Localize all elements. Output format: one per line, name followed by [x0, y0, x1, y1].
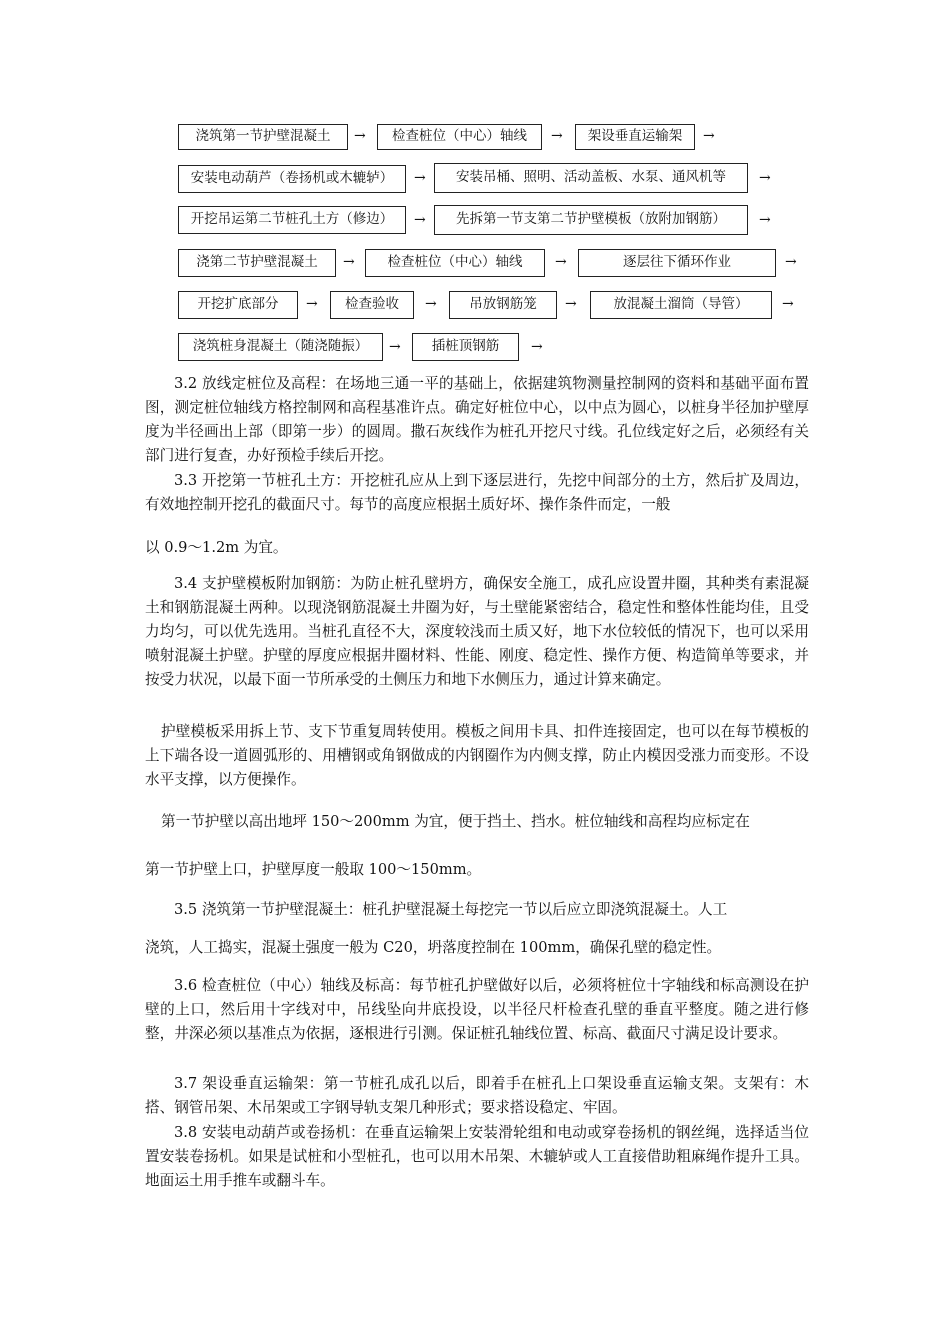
flow-arrow-icon: → [759, 170, 771, 186]
flow-arrow-icon: → [703, 128, 715, 144]
flow-step: 先拆第一节支第二节护壁模板（放附加钢筋） [434, 205, 748, 235]
flow-step: 插桩顶钢筋 [412, 333, 519, 361]
flow-step: 逐层往下循环作业 [578, 249, 776, 277]
paragraph-3-5-continued: 浇筑，人工捣实，混凝土强度一般为 C20，坍落度控制在 100mm，确保孔壁的稳定性。 [145, 939, 722, 956]
flow-step: 安装电动葫芦（卷扬机或木辘轳） [178, 165, 406, 193]
flow-step: 放混凝土溜筒（导管） [590, 291, 772, 319]
paragraph-3-3: 3.3 开挖第一节桩孔土方：开挖桩孔应从上到下逐层进行，先挖中间部分的土方，然后扩及周边，有效地控制开挖孔的截面尺寸。每节的高度应根据土质好坏、操作条件而定，一般 [145, 472, 809, 513]
flow-step: 架设垂直运输架 [575, 124, 695, 150]
flow-step: 浇筑第一节护壁混凝土 [178, 124, 348, 150]
flow-arrow-icon: → [555, 254, 567, 270]
flow-step: 开挖扩底部分 [178, 291, 298, 319]
flow-arrow-icon: → [306, 296, 318, 312]
flow-arrow-icon: → [343, 254, 355, 270]
flow-arrow-icon: → [785, 254, 797, 270]
paragraph-3-8: 3.8 安装电动葫芦或卷扬机：在垂直运输架上安装滑轮组和电动或穿卷扬机的钢丝绳，选择适当位置安装卷扬机。如果是试桩和小型桩孔，也可以用木吊架、木辘轳或人工直接借助粗麻绳作提升工具。地面运土用手推车或翻斗车。 [145, 1124, 809, 1189]
flow-arrow-icon: → [354, 128, 366, 144]
flow-step: 检查桩位（中心）轴线 [365, 249, 545, 277]
flow-arrow-icon: → [531, 339, 543, 355]
flow-step: 浇第二节护壁混凝土 [178, 249, 336, 277]
paragraph-3-7: 3.7 架设垂直运输架：第一节桩孔成孔以后，即着手在桩孔上口架设垂直运输支架。支架有：木搭、钢管吊架、木吊架或工字钢导轨支架几种形式；要求搭设稳定、牢固。 [145, 1075, 809, 1116]
paragraph-3-6: 3.6 检查桩位（中心）轴线及标高：每节桩孔护壁做好以后，必须将桩位十字轴线和标高测设在护壁的上口，然后用十字线对中，吊线坠向井底投设，以半径尺杆检查孔壁的垂直平整度。随之进行修整，井深必须以基准点为依据，逐根进行引测。保证桩孔轴线位置、标高、截面尺寸满足设计要求。 [145, 977, 809, 1042]
flow-step: 开挖吊运第二节桩孔土方（修边） [178, 206, 406, 234]
flow-step: 检查验收 [330, 291, 414, 319]
flow-step: 浇筑桩身混凝土（随浇随振） [178, 333, 383, 361]
paragraph-first-section-continued: 第一节护壁上口，护壁厚度一般取 100～150mm。 [145, 861, 482, 878]
flow-arrow-icon: → [425, 296, 437, 312]
paragraph-3-3-continued: 以 0.9～1.2m 为宜。 [145, 539, 288, 556]
flow-arrow-icon: → [782, 296, 794, 312]
flow-arrow-icon: → [551, 128, 563, 144]
flow-arrow-icon: → [414, 212, 426, 228]
flow-arrow-icon: → [759, 212, 771, 228]
flow-arrow-icon: → [414, 170, 426, 186]
flow-arrow-icon: → [389, 339, 401, 355]
paragraph-3-4: 3.4 支护壁模板附加钢筋：为防止桩孔壁坍方，确保安全施工，成孔应设置井圈，其种类有素混凝土和钢筋混凝土两种。以现浇钢筋混凝土井圈为好，与土壁能紧密结合，稳定性和整体性能均佳，且受力均匀，可以优先选用。当桩孔直径不大，深度较浅而土质又好，地下水位较低的情况下，也可以采用喷射混凝土护壁。护壁的厚度应根据井圈材料、性能、刚度、稳定性、操作方便、构造简单等要求，并按受力状况，以最下面一节所承受的土侧压力和地下水侧压力，通过计算来确定。 [145, 575, 809, 688]
paragraph-first-section: 第一节护壁以高出地坪 150～200mm 为宜，便于挡土、挡水。桩位轴线和高程均应标定在 [161, 813, 750, 830]
flow-step: 检查桩位（中心）轴线 [377, 124, 542, 150]
flow-step: 吊放钢筋笼 [449, 291, 557, 319]
paragraph-formwork: 护壁模板采用拆上节、支下节重复周转使用。模板之间用卡具、扣件连接固定，也可以在每节模板的上下端各设一道圆弧形的、用槽钢或角钢做成的内钢圈作为内侧支撑，防止内模因受涨力而变形。不设水平支撑，以方便操作。 [145, 723, 809, 788]
construction-flowchart [0, 0, 950, 370]
flow-step: 安装吊桶、照明、活动盖板、水泵、通风机等 [434, 163, 748, 193]
paragraph-3-5: 3.5 浇筑第一节护壁混凝土：桩孔护壁混凝土每挖完一节以后应立即浇筑混凝土。人工 [174, 901, 728, 918]
paragraph-3-2: 3.2 放线定桩位及高程：在场地三通一平的基础上，依据建筑物测量控制网的资料和基础平面布置图，测定桩位轴线方格控制网和高程基准许点。确定好桩位中心，以中点为圆心，以桩身半径加护壁厚度为半径画出上部（即第一步）的圆周。撒石灰线作为桩孔开挖尺寸线。孔位线定好之后，必须经有关部门进行复查，办好预检手续后开挖。 [145, 375, 809, 464]
flow-arrow-icon: → [565, 296, 577, 312]
